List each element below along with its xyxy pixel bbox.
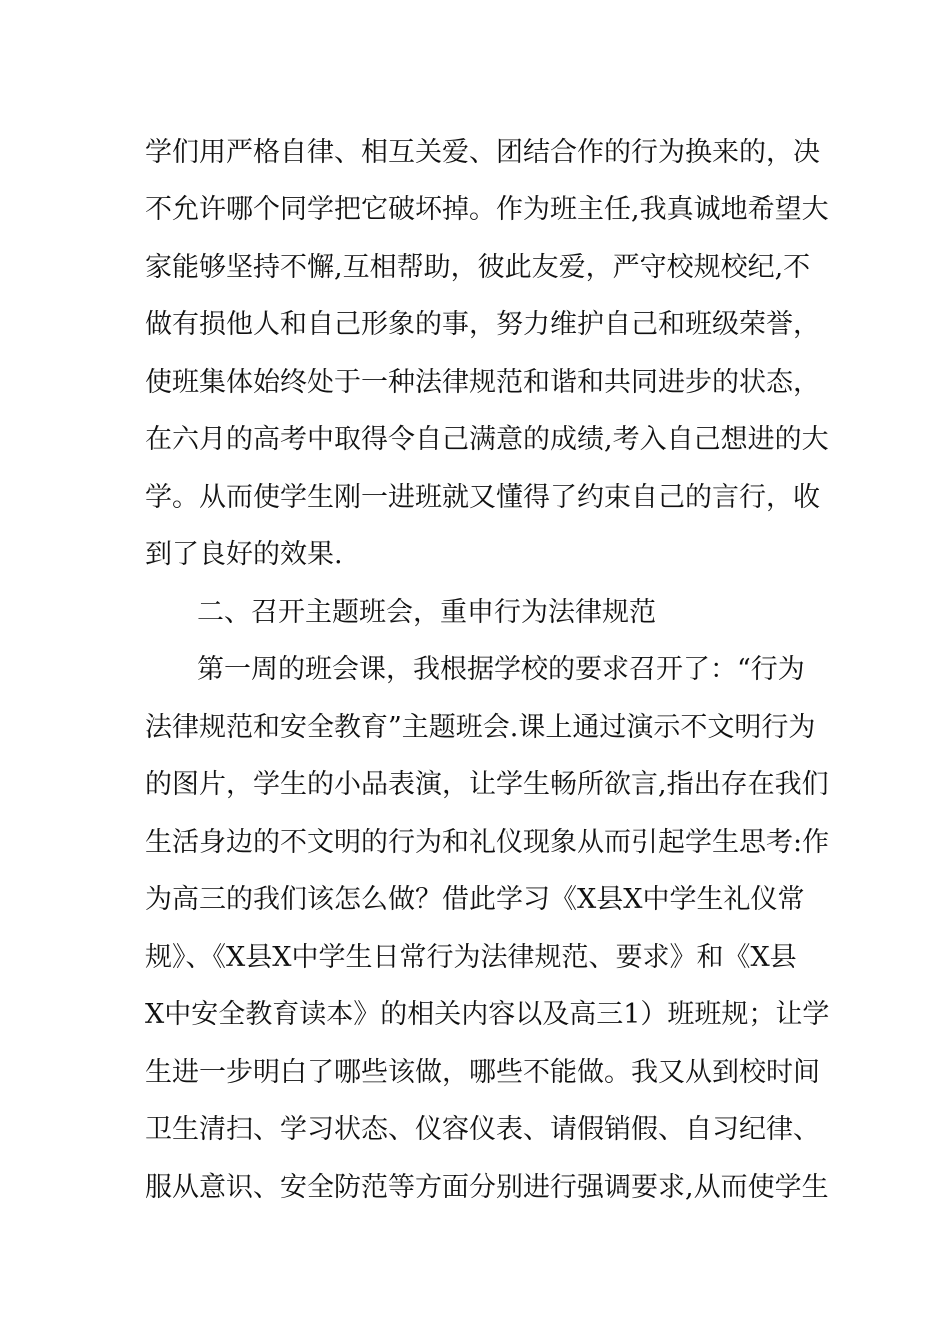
- text-line: 在六月的高考中取得令自己满意的成绩,考入自己想进的大: [145, 424, 829, 455]
- text-line: 使班集体始终处于一种法律规范和谐和共同进步的状态，: [145, 367, 820, 398]
- text-line: 学们用严格自律、相互关爱、团结合作的行为换来的，决: [145, 137, 820, 168]
- text-line: 的图片，学生的小品表演，让学生畅所欲言,指出存在我们: [145, 769, 829, 800]
- text-line: 学。从而使学生刚一进班就又懂得了约束自己的言行，收: [145, 482, 820, 513]
- text-line: 为高三的我们该怎么做？借此学习《X县X中学生礼仪常: [145, 884, 805, 915]
- section-heading: 二、召开主题班会，重申行为法律规范: [197, 597, 656, 628]
- text-line: 规》、《X县X中学生日常行为法律规范、要求》和《X县: [145, 942, 797, 973]
- text-line: 家能够坚持不懈,互相帮助，彼此友爱，严守校规校纪,不: [145, 252, 811, 283]
- text-line: 生活身边的不文明的行为和礼仪现象从而引起学生思考:作: [145, 827, 830, 858]
- text-line: 做有损他人和自己形象的事，努力维护自己和班级荣誉，: [145, 309, 820, 340]
- text-line: 生进一步明白了哪些该做，哪些不能做。我又从到校时间: [145, 1057, 820, 1088]
- text-line: 法律规范和安全教育”主题班会.课上通过演示不文明行为: [145, 712, 816, 743]
- text-line: X中安全教育读本》的相关内容以及高三1）班班规；让学: [145, 999, 830, 1030]
- text-line: 不允许哪个同学把它破坏掉。作为班主任,我真诚地希望大: [145, 194, 829, 225]
- text-line: 服从意识、安全防范等方面分别进行强调要求,从而使学生: [145, 1172, 829, 1203]
- text-line: 到了良好的效果.: [145, 539, 343, 570]
- paragraph-first-line: 第一周的班会课，我根据学校的要求召开了：“行为: [197, 654, 805, 685]
- text-line: 卫生清扫、学习状态、仪容仪表、请假销假、自习纪律、: [145, 1114, 820, 1145]
